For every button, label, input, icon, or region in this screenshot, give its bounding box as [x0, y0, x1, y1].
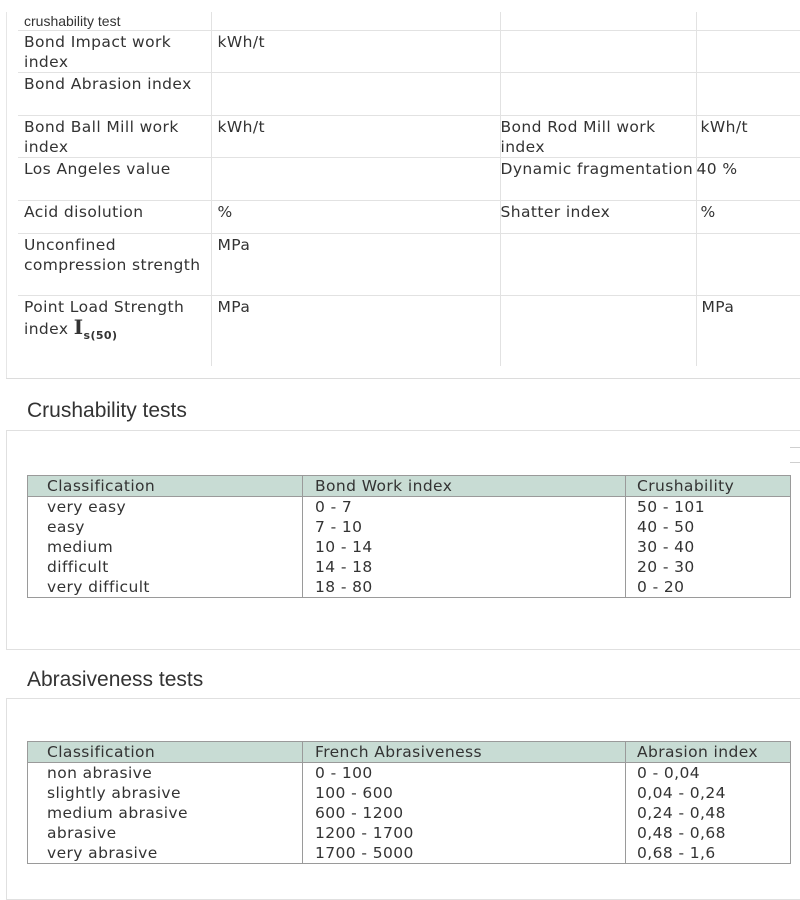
property-unit-2: 40 %: [696, 158, 800, 201]
table-cell: 1200 - 1700: [303, 823, 626, 843]
property-label: Bond Ball Mill work index: [18, 116, 211, 158]
property-unit: MPa: [211, 296, 500, 366]
properties-left-rule: [6, 12, 7, 379]
table-cell: abrasive: [28, 823, 303, 843]
table-row: [28, 517, 791, 537]
table-row: [28, 803, 791, 823]
table-cell: 14 - 18: [303, 557, 626, 577]
table-header-row: [28, 742, 791, 763]
column-header: French Abrasiveness: [303, 742, 626, 763]
table-cell: 50 - 101: [626, 497, 791, 518]
property-label: Acid disolution: [18, 201, 211, 234]
properties-bottom-rule: [6, 378, 800, 379]
abrasiveness-title: Abrasiveness tests: [27, 668, 204, 691]
property-label-2: Bond Rod Mill work index: [500, 116, 696, 158]
property-unit: %: [211, 201, 500, 234]
table-row: [28, 783, 791, 803]
table-row: [28, 537, 791, 557]
property-unit: [211, 158, 500, 201]
table-cell: 0 - 7: [303, 497, 626, 518]
property-label-2: Dynamic fragmentation: [500, 158, 696, 201]
table-row: [28, 557, 791, 577]
table-cell: 600 - 1200: [303, 803, 626, 823]
table-cell: very difficult: [28, 577, 303, 598]
table-cell: 1700 - 5000: [303, 843, 626, 864]
properties-table: [18, 12, 800, 366]
property-label: Los Angeles value: [18, 158, 211, 201]
property-unit: [211, 73, 500, 116]
table-cell: 0 - 20: [626, 577, 791, 598]
property-row: [18, 296, 800, 366]
panel-edge-mark: [790, 462, 800, 463]
table-cell: 20 - 30: [626, 557, 791, 577]
property-label-2: [500, 73, 696, 116]
table-cell: difficult: [28, 557, 303, 577]
table-cell: medium: [28, 537, 303, 557]
table-cell: 40 - 50: [626, 517, 791, 537]
panel-edge-mark: [790, 447, 800, 448]
table-cell: 100 - 600: [303, 783, 626, 803]
property-row: [18, 158, 800, 201]
property-unit: MPa: [211, 234, 500, 296]
property-label: Bond Impact work index: [18, 31, 211, 73]
property-label-2: [500, 234, 696, 296]
property-label-2: Shatter index: [500, 201, 696, 234]
table-cell: non abrasive: [28, 763, 303, 784]
property-label-2: [500, 296, 696, 366]
property-row: [18, 31, 800, 73]
property-row: [18, 116, 800, 158]
point-load-symbol: I: [73, 315, 84, 339]
abrasiveness-table: [27, 741, 791, 864]
table-cell: medium abrasive: [28, 803, 303, 823]
table-cell: slightly abrasive: [28, 783, 303, 803]
property-label-2: [500, 31, 696, 73]
property-label: [18, 296, 211, 366]
property-unit-2: [696, 31, 800, 73]
table-cell: 0,48 - 0,68: [626, 823, 791, 843]
property-row: [18, 234, 800, 296]
table-cell: 0,04 - 0,24: [626, 783, 791, 803]
table-row: [28, 763, 791, 784]
table-cell: 0,24 - 0,48: [626, 803, 791, 823]
crushability-title: Crushability tests: [27, 399, 187, 422]
table-cell: very abrasive: [28, 843, 303, 864]
property-unit-2: [696, 234, 800, 296]
properties-header-row: [18, 12, 800, 31]
property-unit-2: %: [696, 201, 800, 234]
table-row: [28, 823, 791, 843]
property-unit-2: kWh/t: [696, 116, 800, 158]
table-row: [28, 843, 791, 864]
table-header-row: [28, 476, 791, 497]
table-cell: very easy: [28, 497, 303, 518]
table-cell: 0,68 - 1,6: [626, 843, 791, 864]
crushability-table: [27, 475, 791, 598]
table-row: [28, 497, 791, 518]
property-label-text: Point Load Strength index: [24, 298, 185, 338]
point-load-symbol-subscript: s(50): [83, 329, 118, 342]
table-cell: 10 - 14: [303, 537, 626, 557]
table-cell: 0 - 0,04: [626, 763, 791, 784]
property-unit-2: MPa: [696, 296, 800, 366]
table-cell: 18 - 80: [303, 577, 626, 598]
property-unit-2: [696, 73, 800, 116]
table-cell: easy: [28, 517, 303, 537]
column-header: Abrasion index: [626, 742, 791, 763]
table-row: [28, 577, 791, 598]
property-label: Bond Abrasion index: [18, 73, 211, 116]
column-header: Bond Work index: [303, 476, 626, 497]
table-cell: 7 - 10: [303, 517, 626, 537]
property-row: [18, 73, 800, 116]
table-cell: 0 - 100: [303, 763, 626, 784]
property-unit: kWh/t: [211, 116, 500, 158]
properties-header-label: crushability test: [24, 13, 121, 29]
column-header: Classification: [28, 742, 303, 763]
property-row: [18, 201, 800, 234]
table-cell: 30 - 40: [626, 537, 791, 557]
property-label: Unconfined compression strength: [18, 234, 211, 296]
property-unit: kWh/t: [211, 31, 500, 73]
column-header: Classification: [28, 476, 303, 497]
column-header: Crushability: [626, 476, 791, 497]
